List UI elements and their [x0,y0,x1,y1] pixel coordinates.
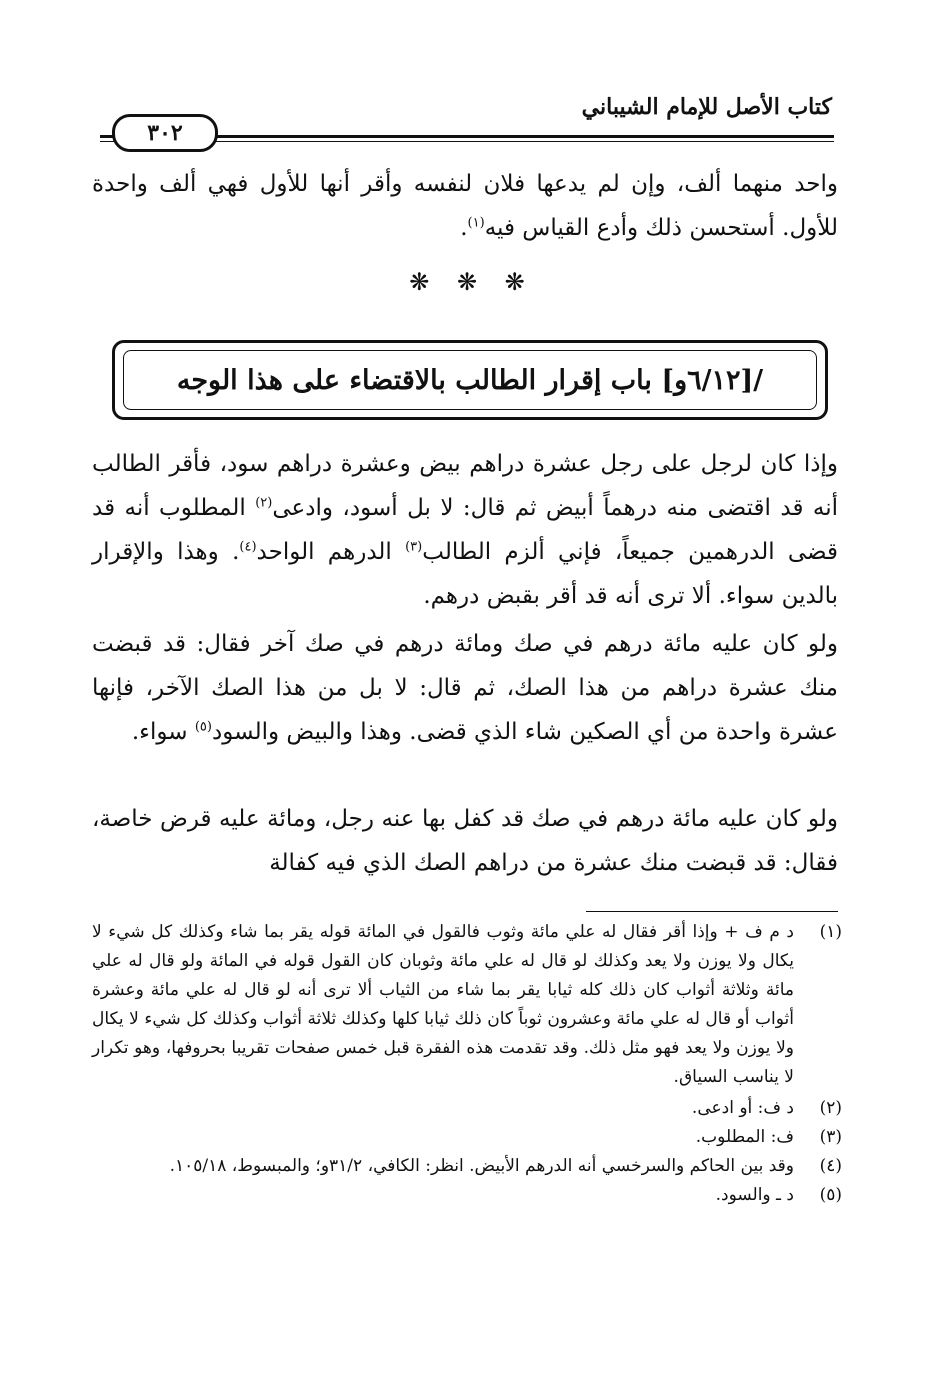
footnote-number: (٣) [819,1127,842,1147]
footnote-text: وقد بين الحاكم والسرخسي أنه الدرهم الأبيض. انظر: الكافي، ٣١/٢و؛ والمبسوط، ١٠٥/١٨. [169,1156,794,1176]
section-separator: ❋ ❋ ❋ [409,268,535,296]
paragraph-1-text: واحد منهما ألف، وإن لم يدعها فلان لنفسه وأقر أنها للأول فهي ألف واحدة للأول. أستحسن ذلك وأدع القياس فيه [92,171,838,241]
footnote-number: (١) [819,922,842,942]
paragraph-3-text-b: سواء. [131,719,188,745]
paragraph-1 [92,162,838,250]
footnote-item [92,1152,842,1181]
paragraph-4 [92,797,838,885]
paragraph-2 [92,442,838,618]
chapter-heading: /[٦/١٢و] باب إقرار الطالب بالاقتضاء على هذا الوجه [176,364,764,396]
footnote-ref-3[interactable]: (٣) [405,539,423,555]
footnote-ref-2[interactable]: (٢) [255,495,273,511]
footnote-number: (٤) [819,1156,842,1176]
footnote-item [92,1123,842,1152]
footnote-ref-5[interactable]: (٥) [194,719,212,735]
footnote-text: ف: المطلوب. [695,1127,794,1147]
footnote-ref-1[interactable]: (١) [467,215,485,231]
footnote-text: د ف: أو ادعى. [691,1098,794,1118]
paragraph-2-text-d: . وهذا والإقرار بالدين سواء. ألا ترى أنه قد أقر بقبض درهم. [92,539,838,609]
footnotes [92,918,842,1210]
footnote-text: د ـ والسود. [715,1185,794,1205]
paragraph-2-text-a: وإذا كان لرجل على رجل عشرة دراهم بيض وعشرة دراهم سود، فأقر الطالب أنه قد اقتضى منه درهماً أبيض ثم قال: لا بل أسود، وادعى [92,451,838,521]
paragraph-1-end: . [460,215,468,241]
paragraph-2-text-b: المطلوب أنه قد قضى الدرهمين جميعاً، فإني ألزم الطالب [92,495,838,565]
page-number: ٣٠٢ [112,114,218,152]
paragraph-2-text-c: الدرهم الواحد [256,539,392,565]
paragraph-3-text-a: ولو كان عليه مائة درهم في صك ومائة درهم في صك آخر فقال: قد قبضت منك عشرة دراهم من هذا الصك، ثم قال: لا بل من هذا الصك الآخر، فإنها عشرة واحدة من أي الصكين شاء الذي قضى. وهذا والبيض والسود [92,631,838,745]
footnote-item [92,918,842,1092]
chapter-heading-frame [112,340,828,420]
footnote-number: (٥) [819,1185,842,1205]
paragraph-3 [92,622,838,754]
paragraph-4-text: ولو كان عليه مائة درهم في صك قد كفل بها عنه رجل، ومائة عليه قرض خاصة، فقال: قد قبضت منك عشرة من دراهم الصك الذي فيه كفالة [92,806,838,876]
footnote-divider [586,911,838,912]
running-header-title: كتاب الأصل للإمام الشيباني [581,94,832,120]
footnote-text: د م ف + وإذا أقر فقال له علي مائة وثوب فالقول في المائة قوله يقر بما شاء وكذلك كل شيء لا يكال ولا يوزن ولا يعد وكذلك لو قال له علي مائة وثوبان كان القول قوله في المائة ولو قال له علي مائة وثلاثة أثواب كان ذلك كله ثيابا يقر بما شاء من الثياب ألا ترى أنه لو قال له علي مائة وعشرة أثواب أو قال له علي مائة وعشرون ثوباً كان ذلك ثيابا كلها وكذلك ثلاثة أثواب وكذلك كل شيء لا يكال ولا يوزن ولا يعد فهو مثل ذلك. وقد تقدمت هذه الفقرة قبل خمس صفحات تقريبا بحروفها، وهو تكرار لا يناسب السياق. [92,922,794,1087]
footnote-ref-4[interactable]: (٤) [239,539,257,555]
footnote-item [92,1181,842,1210]
footnote-item [92,1094,842,1123]
page-header-bar [92,110,834,150]
footnote-number: (٢) [819,1098,842,1118]
